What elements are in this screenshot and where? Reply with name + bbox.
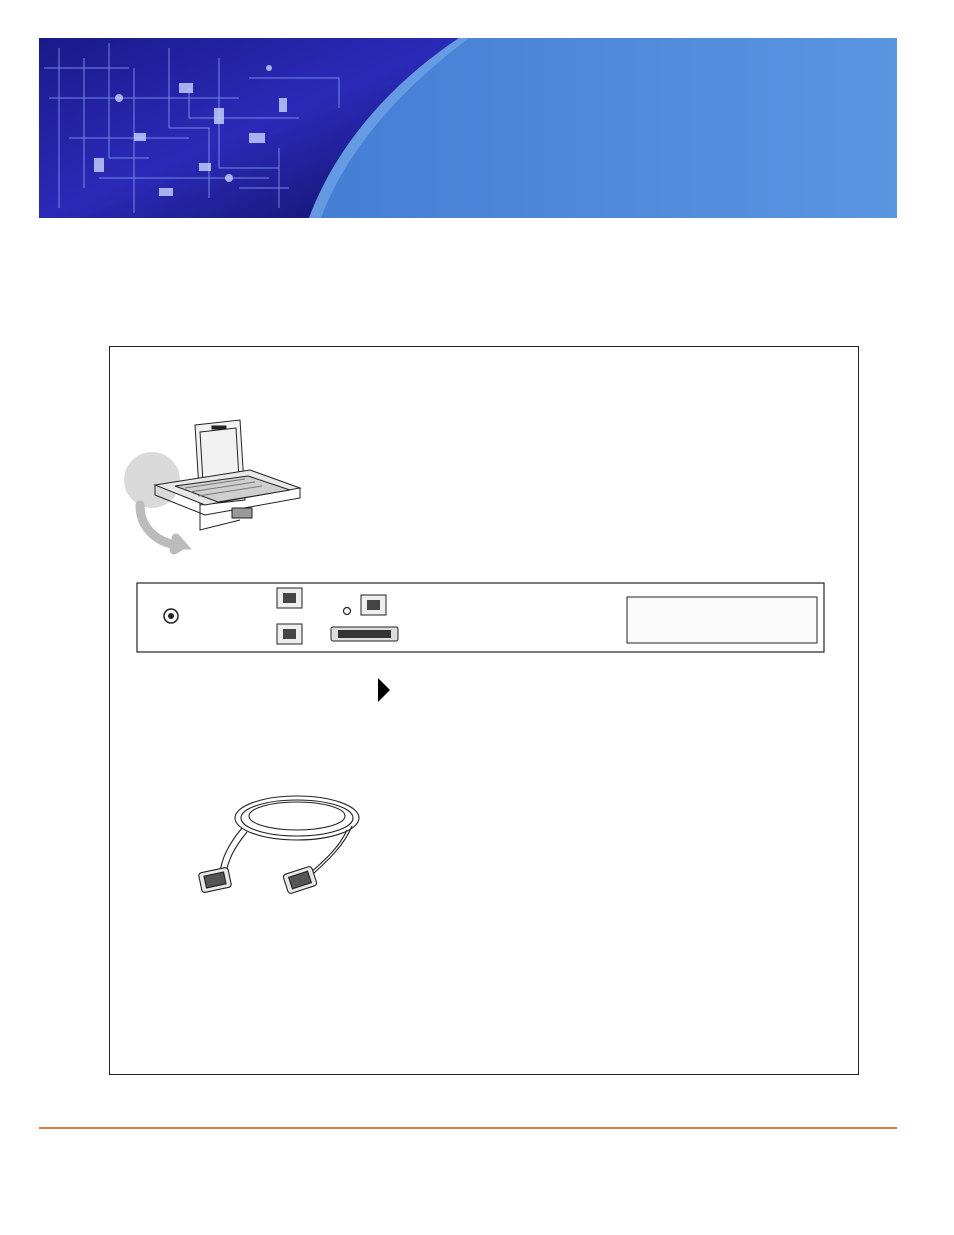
cascade-cable-illustration — [198, 796, 359, 894]
main-unit-rear-panel — [137, 583, 824, 652]
back-indicator — [124, 452, 182, 550]
cascade-arrow-icon — [378, 678, 390, 702]
acnodes-logo — [39, 1131, 199, 1159]
footer-divider — [39, 1127, 897, 1129]
